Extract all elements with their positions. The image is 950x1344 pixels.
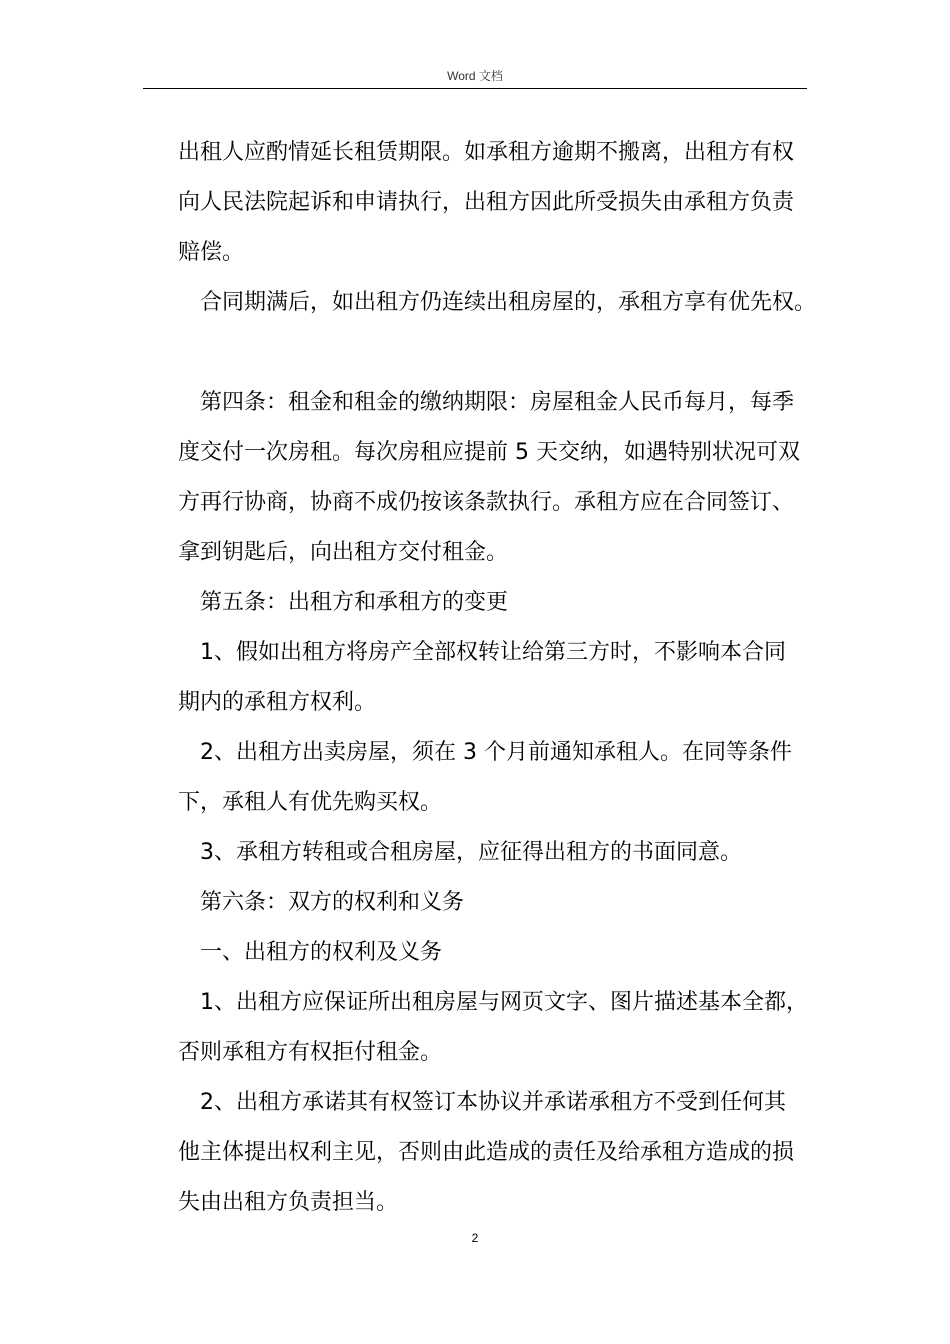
body-line: 拿到钥匙后，向出租方交付租金。 (178, 540, 509, 565)
body-line: 1、出租方应保证所出租房屋与网页文字、图片描述基本全都， (200, 990, 808, 1015)
body-line: 他主体提出权利主见，否则由此造成的责任及给承租方造成的损 (178, 1140, 795, 1165)
body-line: 期内的承租方权利。 (178, 690, 377, 715)
body-line: 2、出租方承诺其有权签订本协议并承诺承租方不受到任何其 (200, 1090, 786, 1115)
body-line: 向人民法院起诉和申请执行，出租方因此所受损失由承租方负责 (178, 190, 795, 215)
body-line: 下，承租人有优先购买权。 (178, 790, 443, 815)
page-header-label: Word 文档 (447, 69, 503, 83)
body-line: 第五条：出租方和承租方的变更 (200, 590, 509, 615)
body-line: 出租人应酌情延长租赁期限。如承租方逾期不搬离，出租方有权 (178, 140, 795, 165)
body-line: 赔偿。 (178, 240, 245, 265)
body-line: 第四条：租金和租金的缴纳期限：房屋租金人民币每月，每季 (200, 390, 795, 415)
body-line: 方再行协商，协商不成仍按该条款执行。承租方应在合同签订、 (178, 490, 795, 515)
body-line: 一、出租方的权利及义务 (200, 940, 443, 965)
page-number: 2 (471, 1231, 479, 1245)
body-line: 合同期满后，如出租方仍连续出租房屋的，承租方享有优先权。 (200, 290, 817, 315)
document-body (178, 128, 818, 1228)
body-line: 失由出租方负责担当。 (178, 1190, 399, 1215)
body-line: 第六条：双方的权利和义务 (200, 890, 465, 915)
body-line: 2、出租方出卖房屋，须在 3 个月前通知承租人。在同等条件 (200, 740, 792, 765)
body-line: 否则承租方有权拒付租金。 (178, 1040, 443, 1065)
paragraph-spacer (178, 328, 818, 378)
body-line: 3、承租方转租或合租房屋，应征得出租方的书面同意。 (200, 840, 742, 865)
header-divider (143, 88, 807, 89)
body-line: 度交付一次房租。每次房租应提前 5 天交纳，如遇特别状况可双 (178, 440, 800, 465)
body-line: 1、假如出租方将房产全部权转让给第三方时，不影响本合同 (200, 640, 786, 665)
